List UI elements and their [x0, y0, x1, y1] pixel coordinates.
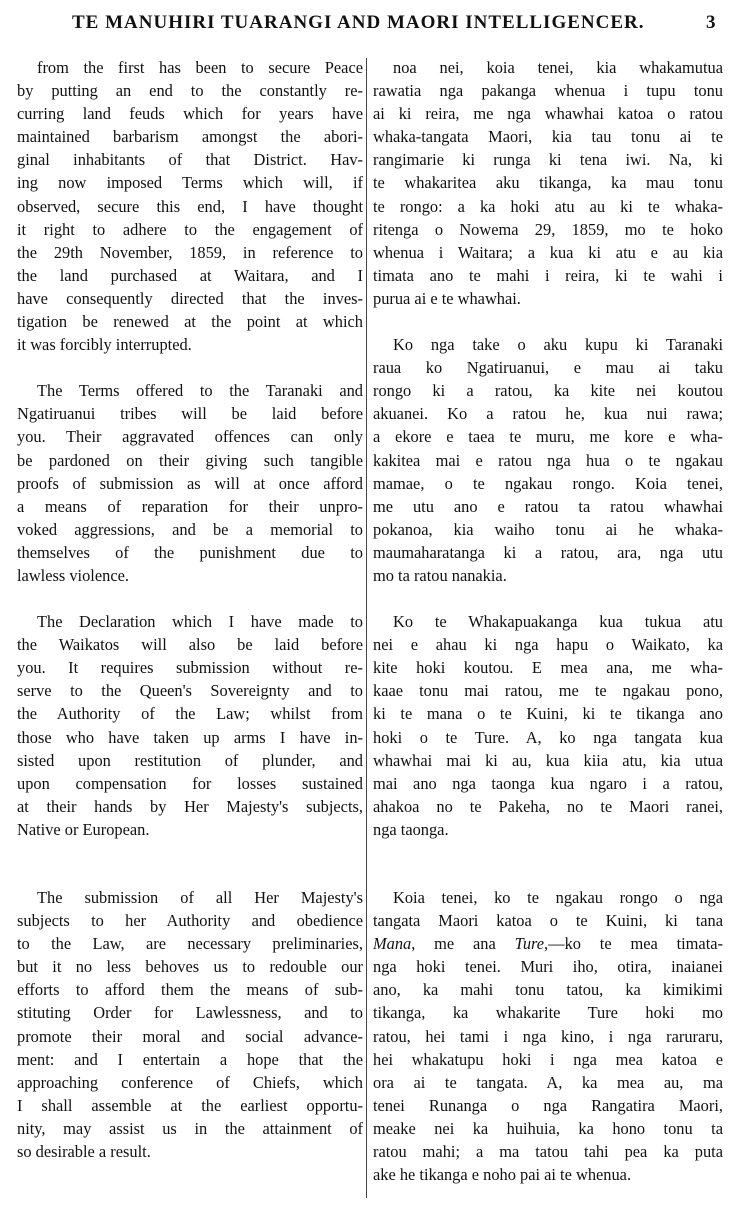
- text-line: whawhai mai ki au, kua kiia atu, kia utua: [373, 750, 723, 770]
- text-line: so desirable a result.: [17, 1142, 151, 1162]
- text-line: tangata Maori katoa o te Kuini, ki tana: [373, 911, 723, 931]
- text-line: you. Their aggravated offences can only: [17, 427, 363, 447]
- text-line: observed, secure this end, I have thought: [17, 196, 363, 216]
- text-line: nei e ahau ki nga hapu o Waikato, ka: [373, 635, 723, 655]
- text-line: maumaharatanga ki a ratou, ara, nga utu: [373, 542, 723, 562]
- text-line: a ekore e taea te muru, me kore e wha-: [373, 427, 723, 447]
- text-line: akuanei. Ko a ratou he, kua nui rawa;: [373, 404, 723, 424]
- text-line: whenua i Waitara; a kua ki atu e au kia: [373, 242, 723, 262]
- paragraph-ngakau-rongo: [373, 886, 723, 1186]
- text-line: the 29th November, 1859, in reference to: [17, 242, 363, 262]
- english-column: [17, 56, 363, 1163]
- text-line: ratou mahi; a ma tatou tahi pea ka puta: [373, 1142, 723, 1162]
- text-line: nga taonga.: [373, 819, 449, 839]
- text-line: approaching conference of Chiefs, which: [17, 1072, 363, 1092]
- text-line: nga hoki tenei. Muri iho, otira, inaianei: [373, 957, 723, 977]
- text-line: lawless violence.: [17, 565, 129, 585]
- text-line: hoki o te Ture. A, ko nga tangata kua: [373, 727, 723, 747]
- paragraph-whakapuakanga: [373, 610, 723, 841]
- text-line: timata ano te mahi i reira, ki te wahi i: [373, 265, 723, 285]
- text-line: pokanoa, kia waiho tonu ai he whaka-: [373, 519, 723, 539]
- text-line: the Waikatos will also be laid before: [17, 635, 363, 655]
- text-line: a means of reparation for their unpro-: [17, 496, 363, 516]
- text-line: have consequently directed that the inves-: [17, 288, 363, 308]
- text-line: ment: and I entertain a hope that the: [17, 1049, 363, 1069]
- text-line: ratou, hei tami i nga kino, i nga raruraru,: [373, 1026, 723, 1046]
- paragraph-terms: [17, 379, 363, 587]
- text-line: ing now imposed Terms which will, if: [17, 173, 363, 193]
- paragraph-gap: [373, 841, 723, 886]
- text-line: sisted upon restitution of plunder, and: [17, 750, 363, 770]
- paragraph-declaration: [17, 610, 363, 841]
- text-line: ginal inhabitants of that District. Hav-: [17, 150, 363, 170]
- inline-text: —ko te mea timata-: [548, 934, 723, 954]
- text-line: whaka-tangata Maori, kia tau tonu ai te: [373, 127, 723, 147]
- text-line: tigation be renewed at the point at which: [17, 312, 363, 332]
- text-line: curring land feuds which for years have: [17, 104, 363, 124]
- text-line: te whakaritea aku tikanga, ka mau tonu: [373, 173, 723, 193]
- text-line: from the first has been to secure Peace: [37, 58, 363, 77]
- text-line: The Declaration which I have made to: [37, 612, 363, 632]
- text-line: voked aggressions, and be a memorial to: [17, 519, 363, 539]
- text-line: the land purchased at Waitara, and I: [17, 265, 363, 285]
- page-header: [0, 12, 734, 42]
- text-line: promote their moral and social advance-: [17, 1026, 363, 1046]
- paragraph-gap: [17, 587, 363, 610]
- text-line: rangimarie ki runga ki tena iwi. Na, ki: [373, 150, 723, 170]
- text-line: kaae tonu mai ratou, me te ngakau pono,: [373, 681, 723, 701]
- text-line: [373, 932, 723, 955]
- paragraph-peace: [17, 56, 363, 356]
- text-line: ritenga o Nowema 29, 1859, mo te hoko: [373, 219, 723, 239]
- text-line: Ngatiruanui tribes will be laid before: [17, 404, 363, 424]
- text-line: mo ta ratou nanakia.: [373, 565, 507, 585]
- column-divider: [366, 58, 367, 1198]
- text-line: serve to the Queen's Sovereignty and to: [17, 681, 363, 701]
- text-line: it right to adhere to the engagement of: [17, 219, 363, 239]
- paragraph-taranaki: [373, 333, 723, 587]
- paragraph-gap: [17, 841, 363, 886]
- text-line: but it no less behoves us to redouble our: [17, 957, 363, 977]
- text-line: te rongo: a ka hoki atu au ki te whaka-: [373, 196, 723, 216]
- text-line: I shall assemble at the earliest opportu-: [17, 1095, 363, 1115]
- text-line: mamae, o te ngakau rongo. Koia tenei,: [373, 473, 723, 493]
- text-line: by putting an end to the constantly re-: [17, 81, 363, 101]
- text-line: ake he tikanga e noho pai ai te whenua.: [373, 1165, 632, 1185]
- text-line: Native or European.: [17, 819, 150, 839]
- text-line: subjects to her Authority and obedience: [17, 911, 363, 931]
- text-line: Ko te Whakapuakanga kua tukua atu: [393, 612, 723, 632]
- text-line: ora ai te tangata. A, ka mea au, ma: [373, 1072, 723, 1092]
- text-line: upon compensation for losses sustained: [17, 773, 363, 793]
- text-line: tikanga, ka whakarite Ture hoki mo: [373, 1003, 723, 1023]
- text-line: rawatia nga pakanga whenua i tupu tonu: [373, 81, 723, 101]
- text-line: me utu ano e ratou ta ratou whawhai: [373, 496, 723, 516]
- text-line: rongo ki a ratou, ka kite nei koutou: [373, 381, 723, 401]
- text-line: ahakoa no te Pakeha, no te Maori ranei,: [373, 796, 723, 816]
- text-line: the Authority of the Law; whilst from: [17, 704, 363, 724]
- text-line: hei whakatupu hoki i nga mea katoa e: [373, 1049, 723, 1069]
- text-line: ai ki reira, me nga whawhai katoa o ratou: [373, 104, 723, 124]
- paragraph-continuation: [373, 955, 723, 1186]
- text-line: ano, ka mahi tonu tatou, ka kimikimi: [373, 980, 723, 1000]
- page-number: 3: [706, 12, 716, 33]
- inline-text: , me ana: [411, 934, 515, 954]
- text-line: ki te mana o te Kuini, ki te tikanga ano: [373, 704, 723, 724]
- paragraph-gap: [17, 356, 363, 379]
- paragraph-gap: [373, 310, 723, 333]
- text-line: it was forcibly interrupted.: [17, 335, 192, 355]
- text-line: stituting Order for Lawlessness, and to: [17, 1003, 363, 1023]
- text-line: meake nei ka huihuia, ka hono tonu ta: [373, 1118, 723, 1138]
- text-line: Ko nga take o aku kupu ki Taranaki: [393, 335, 723, 355]
- text-line: at their hands by Her Majesty's subjects,: [17, 796, 363, 816]
- text-line: Koia tenei, ko te ngakau rongo o nga: [393, 888, 723, 907]
- text-line: The Terms offered to the Taranaki and: [37, 381, 363, 401]
- paragraph-rangimarie: [373, 56, 723, 310]
- text-line: raua ko Ngatiruanui, e mau ai taku: [373, 358, 723, 378]
- text-line: be pardoned on their giving such tangible: [17, 450, 363, 470]
- text-line: mai ano nga taonga kua ngaro i a ratou,: [373, 773, 723, 793]
- text-line: themselves of the punishment due to: [17, 542, 363, 562]
- paragraph-gap: [373, 587, 723, 610]
- newspaper-title: TE MANUHIRI TUARANGI AND MAORI INTELLIGENCER.: [72, 12, 645, 33]
- text-line: kakitea mai e ratou nga hua o te ngakau: [373, 450, 723, 470]
- maori-column: [373, 56, 723, 1186]
- text-line: kite hoki koutou. E mea ana, me wha-: [373, 658, 723, 678]
- text-line: purua ai e te whawhai.: [373, 288, 521, 308]
- text-line: tenei Runanga o nga Rangatira Maori,: [373, 1095, 723, 1115]
- paragraph-submission: [17, 886, 363, 1163]
- text-line: those who have taken up arms I have in-: [17, 727, 363, 747]
- text-line: noa nei, koia tenei, kia whakamutua: [393, 58, 723, 77]
- text-line: to the Law, are necessary preliminaries,: [17, 934, 363, 954]
- text-line: you. It requires submission without re-: [17, 658, 363, 678]
- text-line: maintained barbarism amongst the abori-: [17, 127, 363, 147]
- italic-word: Mana: [373, 934, 412, 954]
- text-line: nity, may assist us in the attainment of: [17, 1118, 363, 1138]
- italic-word: Ture,: [514, 934, 549, 954]
- text-line: proofs of submission as will at once afford: [17, 473, 363, 493]
- text-line: The submission of all Her Majesty's: [37, 888, 363, 907]
- text-line: efforts to afford them the means of sub-: [17, 980, 363, 1000]
